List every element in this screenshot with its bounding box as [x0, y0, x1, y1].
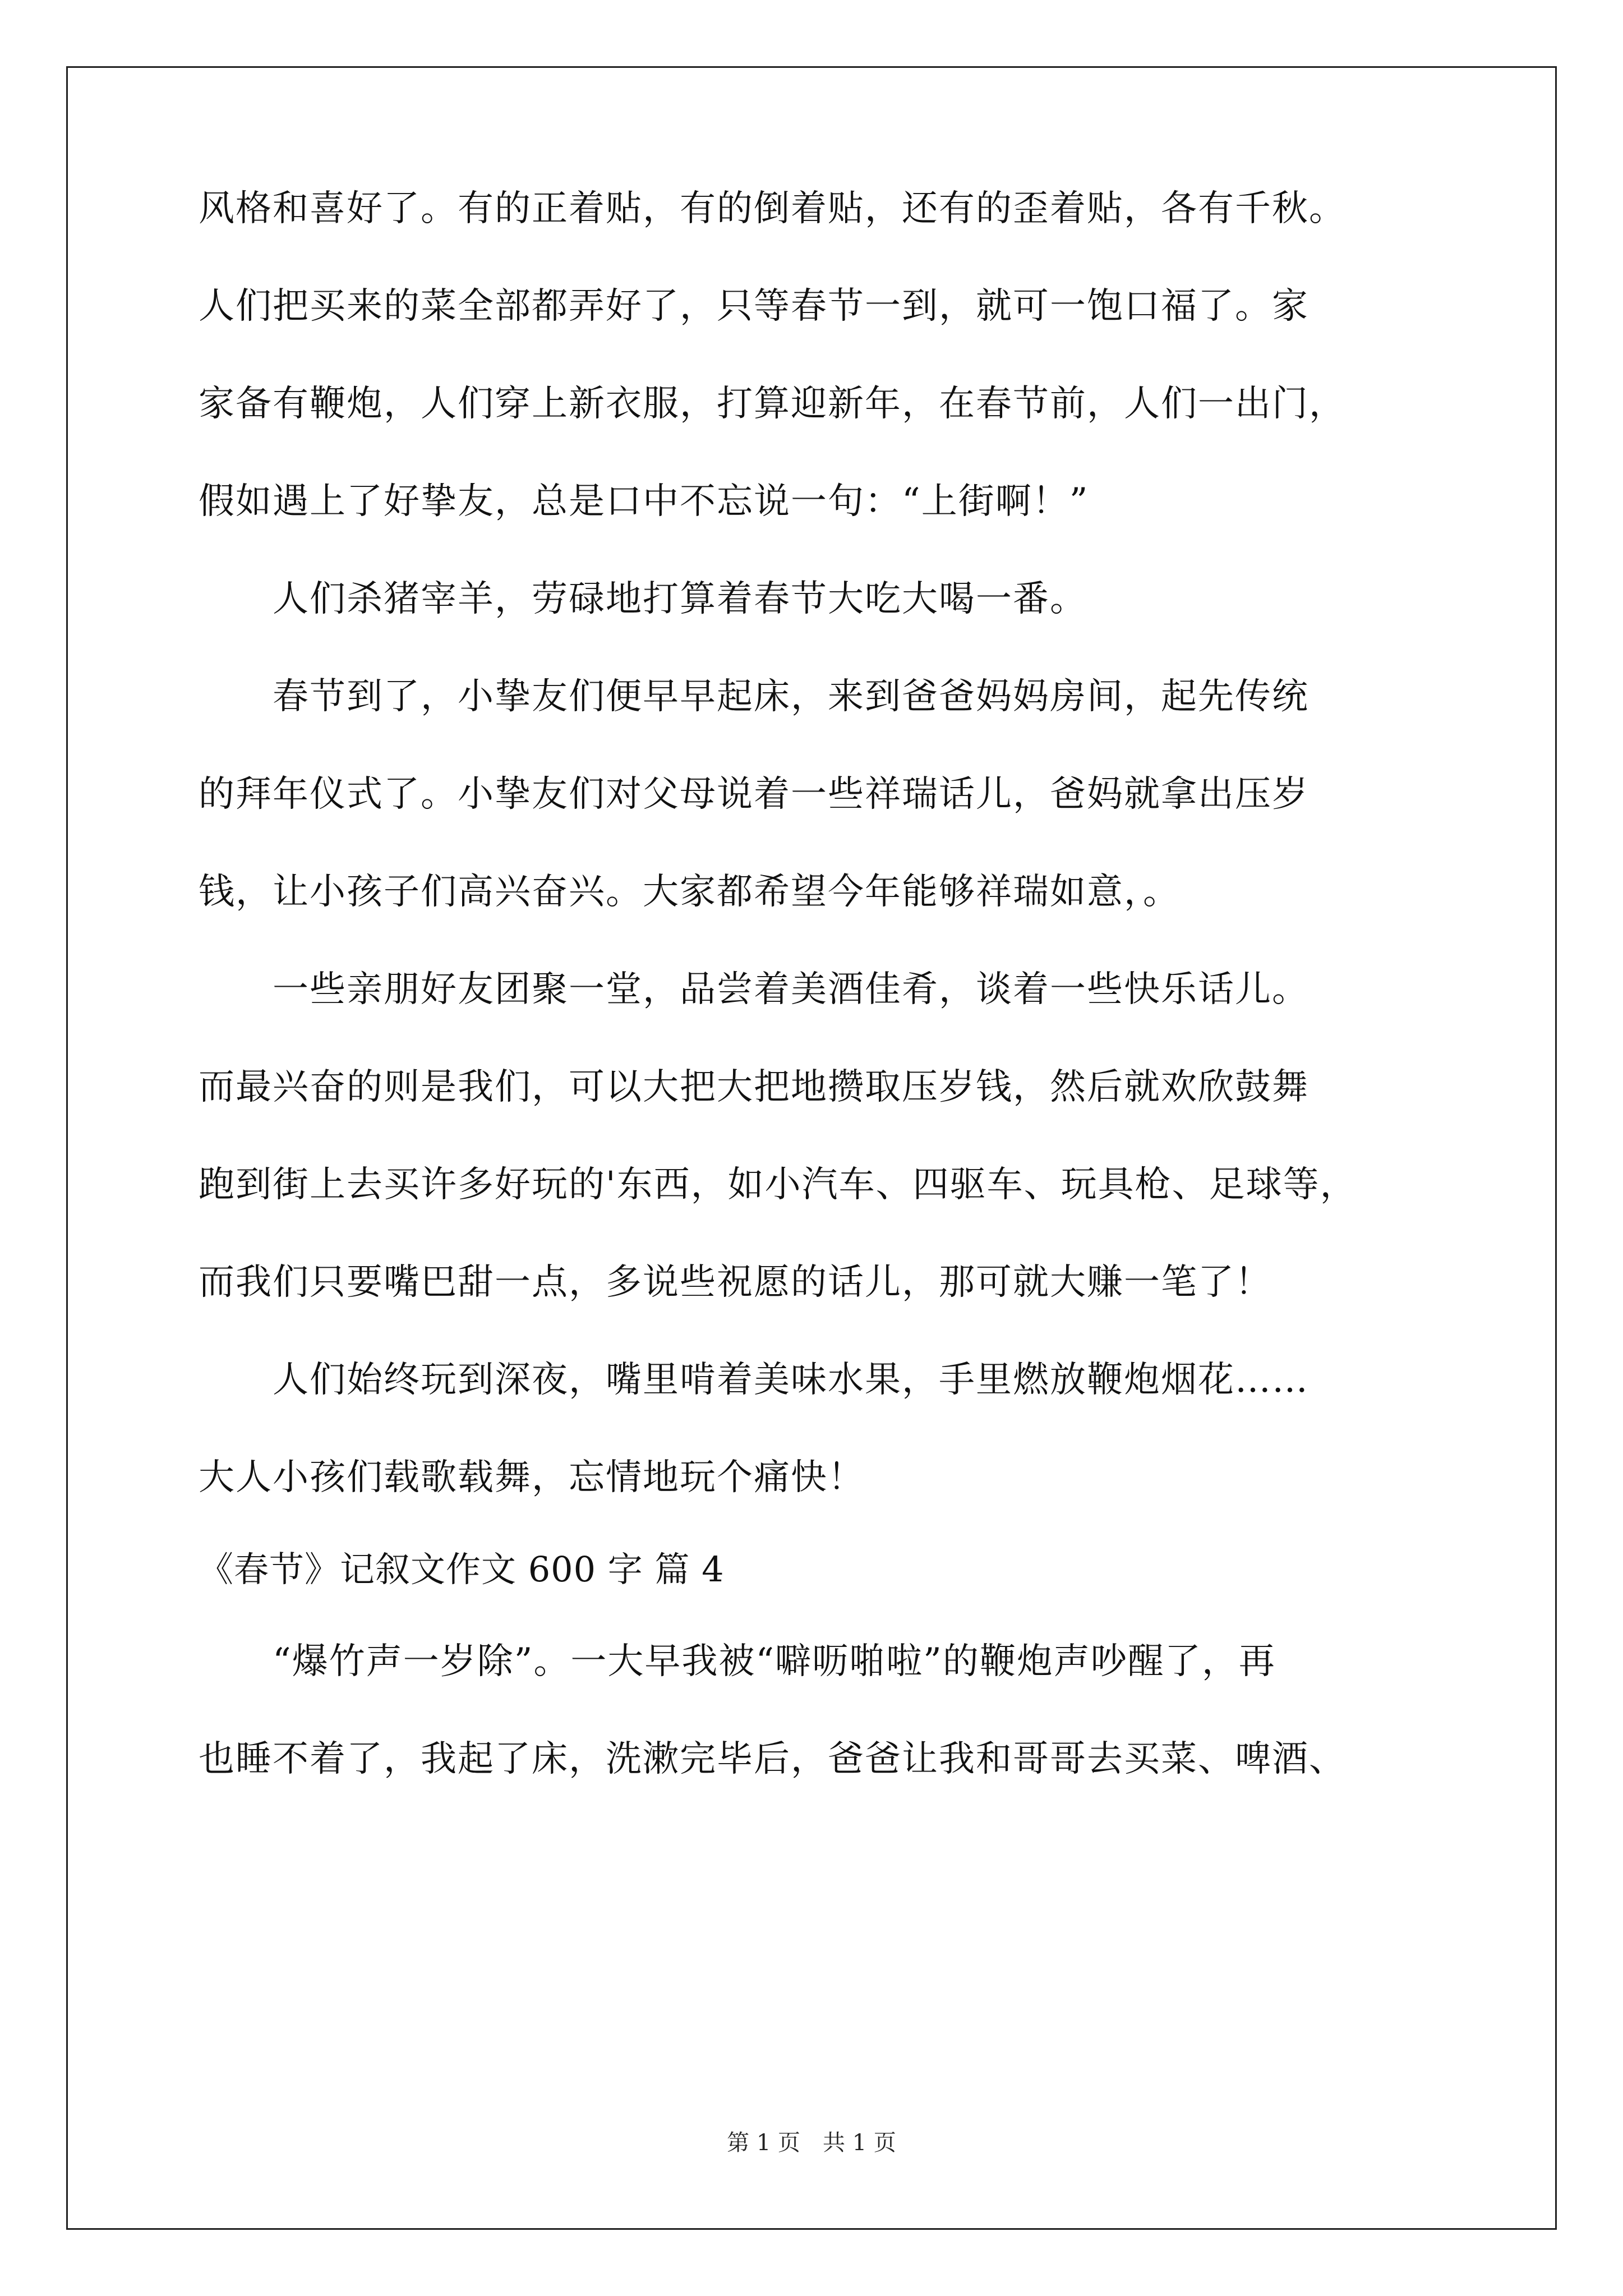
- text-line: “爆竹声一岁除”。一大早我被“噼呖啪啦”的鞭炮声吵醒了，再: [199, 1641, 1276, 1682]
- section-heading: 《春节》记叙文作文 600 字 篇 4: [199, 1549, 725, 1590]
- text-line: 而最兴奋的则是我们，可以大把大把地攒取压岁钱，然后就欢欣鼓舞: [199, 1066, 1309, 1108]
- text-line: 风格和喜好了。有的正着贴，有的倒着贴，还有的歪着贴，各有千秋。: [199, 188, 1346, 229]
- text-line: 大人小孩们载歌载舞，忘情地玩个痛快！: [199, 1457, 865, 1498]
- text-line: 也睡不着了，我起了床，洗漱完毕后，爸爸让我和哥哥去买菜、啤酒、: [199, 1738, 1346, 1780]
- text-line: 假如遇上了好挚友，总是口中不忘说一句：“上街啊！”: [199, 481, 1089, 522]
- text-line: 人们把买来的菜全部都弄好了，只等春节一到，就可一饱口福了。家: [199, 286, 1309, 327]
- text-line: 家备有鞭炮，人们穿上新衣服，打算迎新年，在春节前，人们一出门，: [199, 383, 1346, 425]
- page-footer: 第 1 页 共 1 页: [727, 2130, 896, 2156]
- text-line: 人们始终玩到深夜，嘴里啃着美味水果，手里燃放鞭炮烟花……: [199, 1359, 1309, 1401]
- text-line: 一些亲朋好友团聚一堂，品尝着美酒佳肴，谈着一些快乐话儿。: [199, 969, 1309, 1010]
- text-line: 跑到街上去买许多好玩的'东西，如小汽车、四驱车、玩具枪、足球等，: [199, 1164, 1357, 1205]
- text-line: 人们杀猪宰羊，劳碌地打算着春节大吃大喝一番。: [199, 578, 1087, 620]
- text-line: 而我们只要嘴巴甜一点，多说些祝愿的话儿，那可就大赚一笔了！: [199, 1262, 1272, 1303]
- text-line: 钱，让小孩子们高兴奋兴。大家都希望今年能够祥瑞如意，。: [199, 871, 1180, 913]
- text-line: 春节到了，小挚友们便早早起床，来到爸爸妈妈房间，起先传统: [199, 676, 1309, 717]
- text-line: 的拜年仪式了。小挚友们对父母说着一些祥瑞话儿，爸妈就拿出压岁: [199, 774, 1309, 815]
